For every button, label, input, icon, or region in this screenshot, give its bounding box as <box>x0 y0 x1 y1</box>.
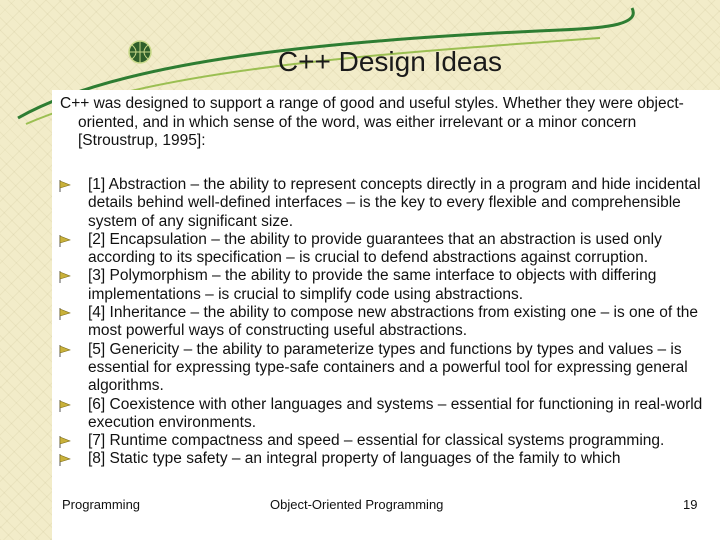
intro-paragraph: C++ was designed to support a range of good and useful styles. Whether they were object-oriented, and in which sense of the word, was either irrelevant or a minor concern [Stroustrup, 1995]: <box>60 95 684 149</box>
list-item <box>58 432 708 450</box>
list-item-text: [3] Polymorphism – the ability to provide the same interface to objects with differing implementations – is crucial to simplify code using abstractions. <box>88 267 657 303</box>
list-item <box>58 304 708 341</box>
page-number: 19 <box>683 497 698 512</box>
pennant-bullet-icon <box>58 399 72 413</box>
pennant-bullet-icon <box>58 179 72 193</box>
pennant-bullet-icon <box>58 453 72 467</box>
pennant-bullet-icon <box>58 307 72 321</box>
list-item-text: [7] Runtime compactness and speed – essential for classical systems programming. <box>88 432 665 450</box>
footer-course: Programming <box>62 497 141 512</box>
list-item-text: [1] Abstraction – the ability to represent concepts directly in a program and hide incidental details behind well-defined interfaces – is the key to every flexible and comprehensible system of any significant size. <box>88 176 701 230</box>
list-item-text: [4] Inheritance – the ability to compose new abstractions from existing one – is one of the most powerful ways of constructing useful abstractions. <box>88 304 699 340</box>
bullet-list <box>58 176 708 469</box>
list-item-text: [8] Static type safety – an integral property of languages of the family to which <box>88 450 621 468</box>
slide-title: C++ Design Ideas <box>277 46 503 77</box>
list-item-text: [6] Coexistence with other languages and systems – essential for functioning in real-world execution environments. <box>88 395 703 431</box>
pennant-bullet-icon <box>58 270 72 284</box>
list-item <box>58 450 708 468</box>
pennant-bullet-icon <box>58 344 72 358</box>
list-item <box>58 341 708 396</box>
pennant-bullet-icon <box>58 435 72 449</box>
footer-title: Object-Oriented Programming <box>270 497 444 512</box>
list-item <box>58 176 708 231</box>
list-item-text: [5] Genericity – the ability to parameterize types and functions by types and values – is essential for expressing type-safe containers and a powerful tool for expressing general algorithms. <box>88 340 688 395</box>
list-item <box>58 267 708 304</box>
list-item <box>58 396 708 433</box>
pennant-bullet-icon <box>58 234 72 248</box>
list-item-text: [2] Encapsulation – the ability to provide guarantees that an abstraction is used only according to its specification – is crucial to defend abstractions against corruption. <box>88 230 662 267</box>
list-item <box>58 231 708 268</box>
